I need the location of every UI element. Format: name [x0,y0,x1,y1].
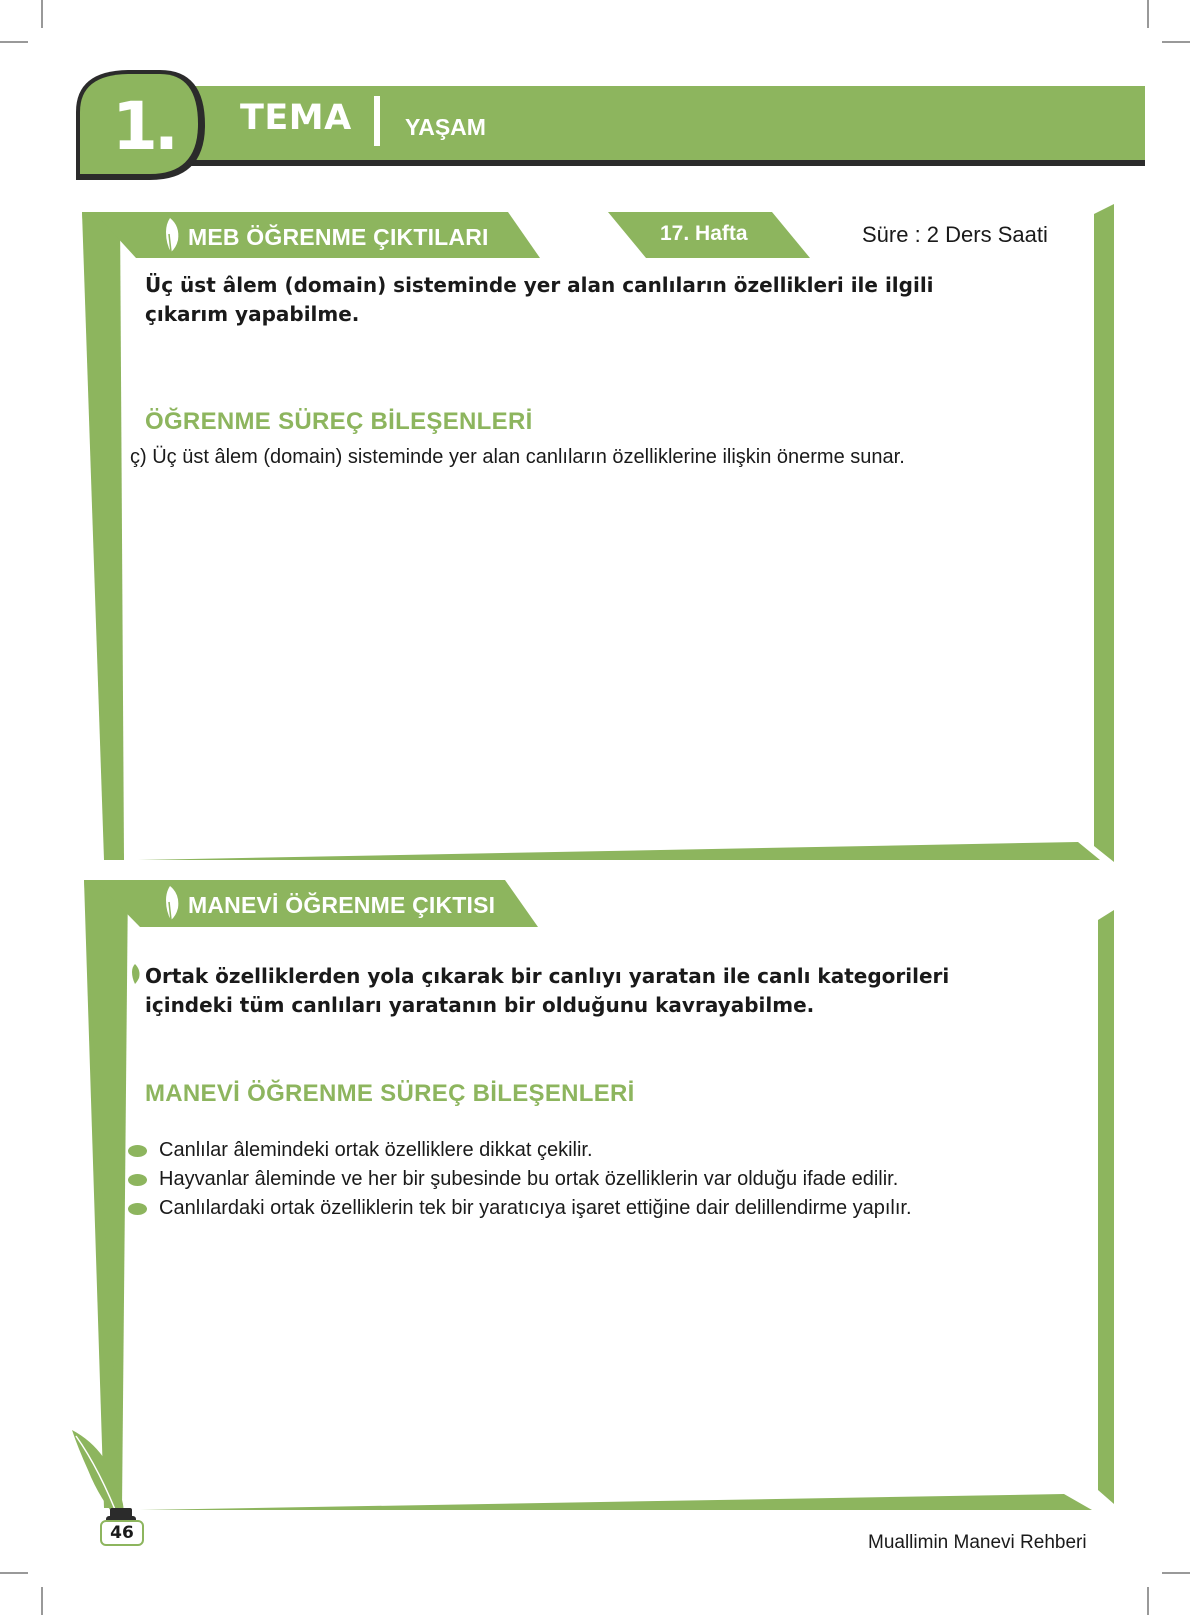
book-title: Muallimin Manevi Rehberi [868,1532,1087,1553]
list-item-text: Canlılar âlemindeki ortak özelliklere dikkat çekilir. [159,1139,593,1161]
section1-process-item: ç) Üç üst âlem (domain) sisteminde yer alan canlıların özelliklerine ilişkin önerme sunar. [130,446,905,468]
list-item [128,1194,1068,1223]
header-bar [76,70,1145,180]
list-item [128,1165,1068,1194]
section2-process-list [128,1136,1068,1223]
section1-process-title: ÖĞRENME SÜREÇ BİLEŞENLERİ [145,408,533,435]
theme-label: TEMA [240,98,352,138]
duration-label: Süre : 2 Ders Saati [862,222,1048,247]
feather-icon [132,964,140,984]
bullet-icon [128,1203,147,1215]
section1-outcome-line2: çıkarım yapabilme. [145,302,360,326]
week-label: 17. Hafta [660,222,748,245]
section2-process-title: MANEVİ ÖĞRENME SÜREÇ BİLEŞENLERİ [145,1080,635,1107]
section2-banner-title: MANEVİ ÖĞRENME ÇIKTISI [188,892,496,918]
section2-outcome-line2: içindeki tüm canlıları yaratanın bir olduğunu kavrayabilme. [145,993,815,1017]
section1-banner-title: MEB ÖĞRENME ÇIKTILARI [188,224,489,250]
bullet-icon [128,1145,147,1157]
section1-outcome-line1: Üç üst âlem (domain) sisteminde yer alan canlıların özellikleri ile ilgili [145,273,934,297]
list-item-text: Hayvanlar âleminde ve her bir şubesinde bu ortak özelliklerin var olduğu ifade edilir. [159,1168,899,1190]
page-number: 46 [100,1520,144,1546]
section2-outcome-line1: Ortak özelliklerden yola çıkarak bir canlıyı yaratan ile canlı kategorileri [145,964,950,988]
bullet-icon [128,1174,147,1186]
section2-outcome [145,962,1045,1020]
theme-name: YAŞAM [405,114,486,140]
header-divider [374,96,380,146]
theme-number: 1. [112,88,175,165]
list-item [128,1136,1068,1165]
section1-outcome [145,271,1045,329]
list-item-text: Canlılardaki ortak özelliklerin tek bir yaratıcıya işaret ettiğine dair delillendirme yapılır. [159,1197,912,1219]
